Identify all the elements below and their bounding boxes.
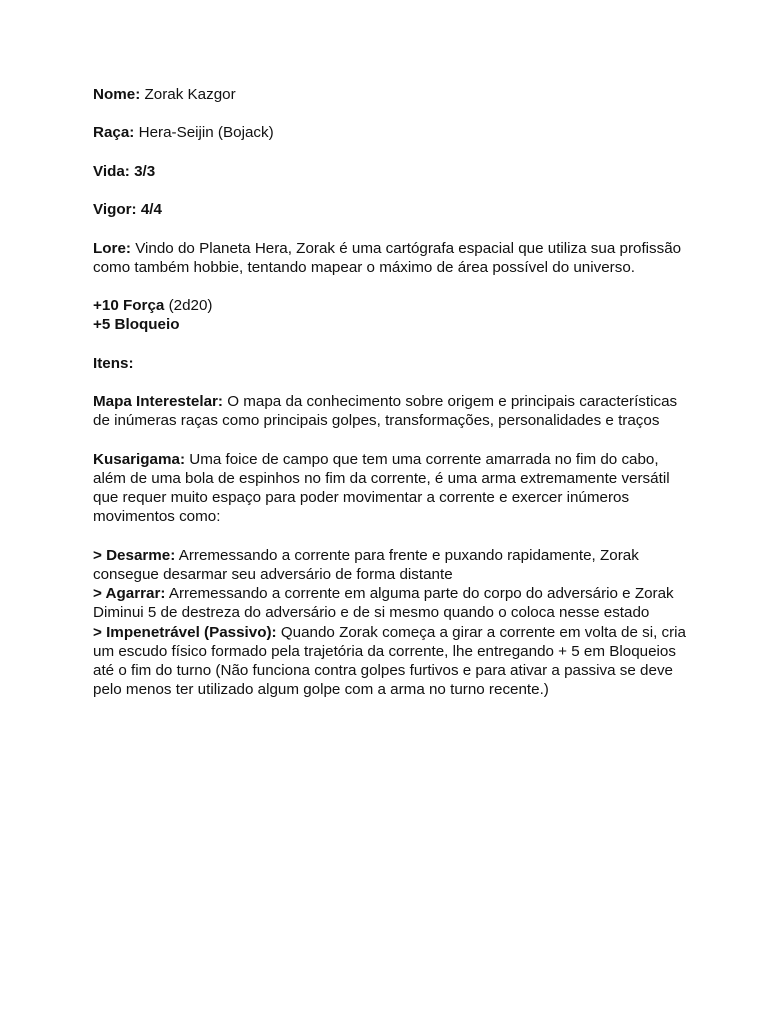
move-agarrar [93,584,693,622]
spacer [93,104,693,123]
vigor-label: Vigor: 4/4 [93,201,162,219]
vigor-line [93,200,693,219]
life-label: Vida: 3/3 [93,162,156,180]
race-value: Hera-Seijin (Bojack) [134,124,274,142]
name-value: Zorak Kazgor [140,86,236,103]
life-line [93,162,693,181]
items-heading [93,354,693,373]
map-item-label: Mapa Interestelar: [93,393,223,411]
move-agarrar-text: Arremessando a corrente em alguma parte do corpo do adversário e Zorak Diminui 5 de destreza do adversário e de si mesmo quando o coloca nesse estado [93,585,674,622]
spacer [93,277,693,296]
strength-dice: (2d20) [164,297,213,315]
move-impenetravel-text: Quando Zorak começa a girar a corrente em volta de si, cria um escudo físico formado pela trajetória da corrente, lhe entregando + 5 em Bloqueios até o fim do turno (Não funciona contra golpes furtivos e para ativar a passiva se deve pelo menos ter utilizado algum golpe com a arma no turno recente.) [93,623,686,699]
move-agarrar-label: > Agarrar: [93,585,166,603]
strength-label: +10 Força [93,297,165,315]
spacer [93,143,693,162]
spacer [93,219,693,238]
block-label: +5 Bloqueio [93,316,180,334]
move-desarme-text: Arremessando a corrente para frente e puxando rapidamente, Zorak consegue desarmar seu adversário de forma distante [93,546,639,583]
move-desarme [93,546,693,584]
lore-text: Vindo do Planeta Hera, Zorak é uma cartógrafa espacial que utiliza sua profissão como também hobbie, tentando mapear o máximo de área possível do universo. [93,239,682,276]
name-label: Nome: [93,86,141,103]
move-impenetravel [93,623,693,700]
kusarigama-paragraph [93,450,693,527]
spacer [93,527,693,546]
move-desarme-label: > Desarme: [93,546,176,564]
name-line [93,85,693,104]
lore-paragraph [93,239,693,277]
spacer [93,373,693,392]
move-impenetravel-label: > Impenetrável (Passivo): [93,623,277,641]
items-heading-label: Itens: [93,354,134,372]
race-label: Raça: [93,124,135,142]
document-page [93,85,693,699]
spacer [93,335,693,354]
kusarigama-text: Uma foice de campo que tem uma corrente amarrada no fim do cabo, além de uma bola de espinhos no fim da corrente, é uma arma extremamente versátil que requer muito espaço para poder movimentar a corrente e exercer inúmeros movimentos como: [93,450,670,526]
block-line [93,315,693,334]
spacer [93,431,693,450]
map-item-text: O mapa da conhecimento sobre origem e principais características de inúmeras raças como principais golpes, transformações, personalidades e traços [93,393,678,430]
lore-label: Lore: [93,239,131,257]
strength-line [93,296,693,315]
map-item-paragraph [93,392,693,430]
kusarigama-label: Kusarigama: [93,450,186,468]
spacer [93,181,693,200]
race-line [93,123,693,142]
